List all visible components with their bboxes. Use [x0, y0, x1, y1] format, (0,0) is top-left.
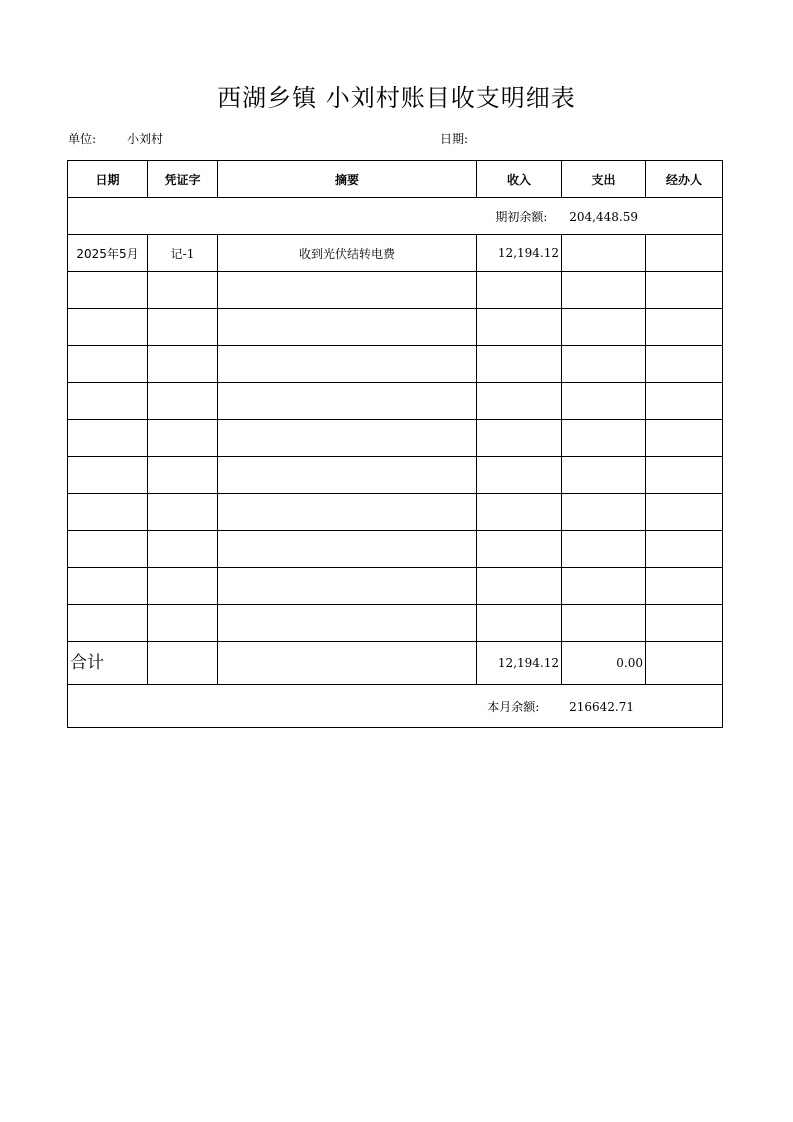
- cell-date: [68, 346, 148, 383]
- column-header-date: 日期: [68, 161, 148, 198]
- cell-summary: [218, 531, 477, 568]
- table-row: [68, 605, 723, 642]
- cell-handler: [646, 383, 723, 420]
- cell-expense: [562, 494, 646, 531]
- cell-date: [68, 420, 148, 457]
- cell-voucher: [148, 420, 218, 457]
- cell-summary: [218, 494, 477, 531]
- cell-handler: [646, 568, 723, 605]
- cell-expense: [562, 346, 646, 383]
- total-voucher-cell: [148, 642, 218, 685]
- cell-expense: [562, 235, 646, 272]
- cell-summary: [218, 346, 477, 383]
- cell-income: [477, 272, 562, 309]
- cell-handler: [646, 309, 723, 346]
- cell-income: [477, 531, 562, 568]
- cell-income: [477, 383, 562, 420]
- cell-expense: [562, 457, 646, 494]
- total-label: 合计: [68, 642, 148, 685]
- cell-summary: [218, 383, 477, 420]
- page-title: 西湖乡镇 小刘村账目收支明细表: [217, 84, 576, 112]
- cell-expense: [562, 531, 646, 568]
- cell-date: [68, 605, 148, 642]
- cell-voucher: [148, 346, 218, 383]
- cell-voucher: 记-1: [148, 235, 218, 272]
- cell-expense: [562, 568, 646, 605]
- cell-date: 2025年5月: [68, 235, 148, 272]
- opening-balance-label: 期初余额:: [495, 209, 548, 224]
- cell-income: 12,194.12: [477, 235, 562, 272]
- column-header-handler: 经办人: [646, 161, 723, 198]
- cell-summary: [218, 309, 477, 346]
- table-row: [68, 309, 723, 346]
- opening-balance-value: 204,448.59: [569, 209, 638, 224]
- cell-voucher: [148, 309, 218, 346]
- cell-summary: [218, 568, 477, 605]
- cell-date: [68, 494, 148, 531]
- closing-balance-row: [68, 685, 723, 728]
- cell-date: [68, 568, 148, 605]
- table-row: [68, 531, 723, 568]
- cell-expense: [562, 605, 646, 642]
- cell-voucher: [148, 272, 218, 309]
- cell-date: [68, 457, 148, 494]
- cell-income: [477, 309, 562, 346]
- opening-balance-row: [68, 198, 723, 235]
- table-row: [68, 235, 723, 272]
- cell-handler: [646, 272, 723, 309]
- column-header-income: 收入: [477, 161, 562, 198]
- column-header-voucher: 凭证字: [148, 161, 218, 198]
- cell-income: [477, 494, 562, 531]
- table-row: [68, 420, 723, 457]
- cell-handler: [646, 531, 723, 568]
- table-row: [68, 272, 723, 309]
- cell-expense: [562, 309, 646, 346]
- cell-voucher: [148, 568, 218, 605]
- cell-income: [477, 605, 562, 642]
- cell-date: [68, 272, 148, 309]
- cell-handler: [646, 420, 723, 457]
- cell-income: [477, 457, 562, 494]
- column-header-expense: 支出: [562, 161, 646, 198]
- total-income: 12,194.12: [477, 642, 562, 685]
- cell-summary: [218, 420, 477, 457]
- cell-summary: 收到光伏结转电费: [218, 235, 477, 272]
- opening-balance-cell: [68, 198, 723, 235]
- cell-expense: [562, 383, 646, 420]
- cell-handler: [646, 346, 723, 383]
- cell-income: [477, 346, 562, 383]
- cell-handler: [646, 605, 723, 642]
- total-handler-cell: [646, 642, 723, 685]
- cell-voucher: [148, 531, 218, 568]
- cell-income: [477, 568, 562, 605]
- table-row: [68, 568, 723, 605]
- cell-summary: [218, 605, 477, 642]
- ledger-table: [67, 160, 723, 728]
- closing-balance-label: 本月余额:: [487, 699, 540, 714]
- cell-expense: [562, 272, 646, 309]
- cell-handler: [646, 457, 723, 494]
- cell-summary: [218, 457, 477, 494]
- unit-value: 小刘村: [127, 132, 164, 146]
- cell-voucher: [148, 494, 218, 531]
- cell-income: [477, 420, 562, 457]
- table-row: [68, 457, 723, 494]
- cell-voucher: [148, 383, 218, 420]
- cell-summary: [218, 272, 477, 309]
- cell-handler: [646, 494, 723, 531]
- cell-date: [68, 383, 148, 420]
- column-header-summary: 摘要: [218, 161, 477, 198]
- table-row: [68, 383, 723, 420]
- total-expense: 0.00: [562, 642, 646, 685]
- cell-handler: [646, 235, 723, 272]
- table-row: [68, 346, 723, 383]
- cell-voucher: [148, 457, 218, 494]
- cell-voucher: [148, 605, 218, 642]
- cell-expense: [562, 420, 646, 457]
- cell-date: [68, 309, 148, 346]
- total-summary-cell: [218, 642, 477, 685]
- date-label: 日期:: [440, 132, 469, 146]
- total-row: [68, 642, 723, 685]
- unit-label: 单位:: [68, 132, 97, 146]
- header-row: [68, 161, 723, 198]
- closing-balance-value: 216642.71: [569, 699, 634, 714]
- closing-balance-cell: [68, 685, 723, 728]
- cell-date: [68, 531, 148, 568]
- table-row: [68, 494, 723, 531]
